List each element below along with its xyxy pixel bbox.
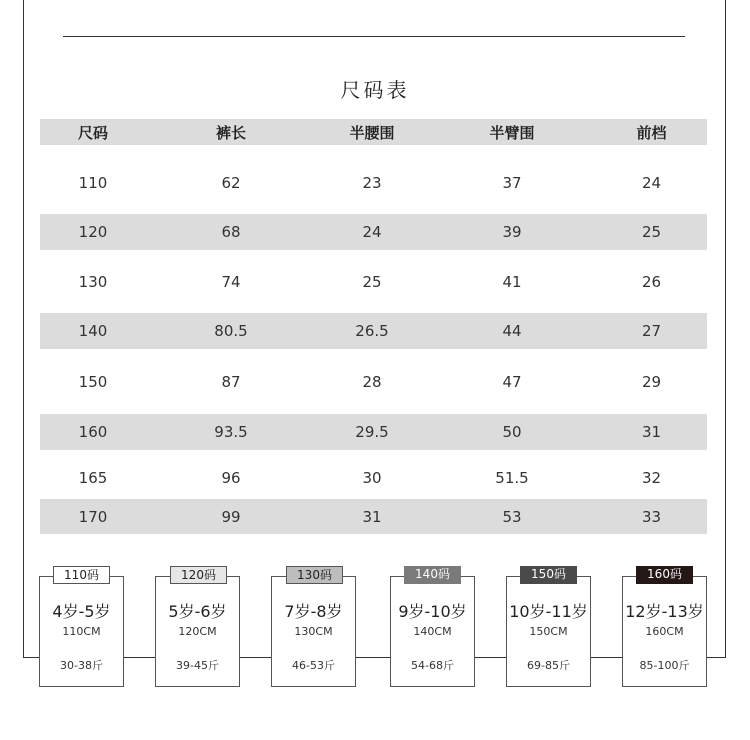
table-row bbox=[40, 163, 707, 203]
size-card bbox=[390, 576, 475, 687]
card-age-range: 7岁-8岁 bbox=[284, 602, 343, 621]
header-half-arm: 半臂围 bbox=[489, 123, 535, 142]
header-size: 尺码 bbox=[77, 123, 108, 142]
cell-half-waist: 31 bbox=[362, 507, 382, 526]
cell-half-waist: 26.5 bbox=[355, 322, 389, 340]
card-weight: 30-38斤 bbox=[60, 659, 103, 672]
cell-size: 140 bbox=[78, 322, 108, 340]
card-weight: 85-100斤 bbox=[639, 659, 690, 672]
size-card bbox=[622, 576, 707, 687]
cell-half-arm: 39 bbox=[502, 223, 522, 241]
size-card bbox=[39, 576, 124, 687]
card-weight: 54-68斤 bbox=[411, 659, 454, 672]
card-weight: 69-85斤 bbox=[527, 659, 570, 672]
card-size-tag: 150码 bbox=[520, 566, 577, 584]
table-row bbox=[40, 214, 707, 250]
cell-half-arm: 50 bbox=[502, 423, 522, 441]
card-age-range: 5岁-6岁 bbox=[168, 602, 227, 621]
size-card bbox=[155, 576, 240, 687]
card-size-tag: 140码 bbox=[404, 566, 461, 584]
cell-half-arm: 44 bbox=[502, 322, 522, 340]
card-weight: 46-53斤 bbox=[292, 659, 335, 672]
cell-half-arm: 53 bbox=[502, 507, 522, 526]
card-height-cm: 110CM bbox=[62, 625, 101, 638]
table-row bbox=[40, 313, 707, 349]
card-weight: 39-45斤 bbox=[176, 659, 219, 672]
cell-pants-length: 80.5 bbox=[214, 322, 248, 340]
cell-front-rise: 26 bbox=[641, 273, 662, 291]
cell-half-waist: 29.5 bbox=[355, 423, 389, 441]
card-age-range: 4岁-5岁 bbox=[52, 602, 111, 621]
cell-half-arm: 51.5 bbox=[495, 469, 529, 487]
card-age-range: 9岁-10岁 bbox=[398, 602, 467, 621]
table-header-row bbox=[40, 119, 707, 145]
card-age-range: 12岁-13岁 bbox=[625, 602, 704, 621]
cell-half-arm: 47 bbox=[502, 373, 522, 391]
card-height-cm: 160CM bbox=[645, 625, 684, 638]
card-height-cm: 140CM bbox=[413, 625, 452, 638]
cell-front-rise: 25 bbox=[641, 223, 662, 241]
card-height-cm: 120CM bbox=[178, 625, 217, 638]
frame-bottom-border bbox=[23, 657, 726, 658]
card-height-cm: 130CM bbox=[294, 625, 333, 638]
page-title: 尺码表 bbox=[340, 78, 410, 102]
cell-front-rise: 32 bbox=[641, 469, 662, 487]
card-size-tag: 110码 bbox=[53, 566, 110, 584]
cell-front-rise: 33 bbox=[641, 507, 662, 526]
cell-half-waist: 25 bbox=[362, 273, 382, 291]
cell-pants-length: 87 bbox=[221, 373, 241, 391]
cell-pants-length: 74 bbox=[221, 273, 241, 291]
table-row bbox=[40, 262, 707, 302]
card-size-tag: 130码 bbox=[286, 566, 343, 584]
cell-half-arm: 41 bbox=[502, 273, 522, 291]
card-height-cm: 150CM bbox=[529, 625, 568, 638]
cell-size: 160 bbox=[78, 423, 108, 441]
cell-pants-length: 93.5 bbox=[214, 423, 248, 441]
cell-size: 130 bbox=[78, 273, 108, 291]
top-divider bbox=[63, 36, 685, 37]
cell-size: 120 bbox=[78, 223, 108, 241]
card-age-range: 10岁-11岁 bbox=[509, 602, 588, 621]
cell-size: 150 bbox=[78, 373, 108, 391]
table-row bbox=[40, 499, 707, 534]
cell-pants-length: 96 bbox=[221, 469, 241, 487]
cell-pants-length: 62 bbox=[221, 174, 241, 192]
cell-front-rise: 27 bbox=[641, 322, 662, 340]
size-card bbox=[506, 576, 591, 687]
cell-size: 165 bbox=[78, 469, 108, 487]
card-size-tag: 120码 bbox=[170, 566, 227, 584]
size-card bbox=[271, 576, 356, 687]
cell-half-waist: 24 bbox=[362, 223, 382, 241]
header-half-waist: 半腰围 bbox=[349, 123, 395, 142]
cell-pants-length: 99 bbox=[221, 507, 241, 526]
card-size-tag: 160码 bbox=[636, 566, 693, 584]
cell-front-rise: 31 bbox=[641, 423, 662, 441]
cell-half-waist: 30 bbox=[362, 469, 382, 487]
cell-front-rise: 29 bbox=[641, 373, 662, 391]
cell-size: 170 bbox=[78, 507, 108, 526]
cell-pants-length: 68 bbox=[221, 223, 241, 241]
table-row bbox=[40, 362, 707, 402]
table-row bbox=[40, 458, 707, 498]
header-pants-length: 裤长 bbox=[215, 123, 246, 142]
cell-half-waist: 23 bbox=[362, 174, 382, 192]
table-row bbox=[40, 414, 707, 450]
cell-half-waist: 28 bbox=[362, 373, 382, 391]
cell-size: 110 bbox=[78, 174, 108, 192]
cell-front-rise: 24 bbox=[641, 174, 662, 192]
header-front-rise: 前档 bbox=[636, 123, 667, 142]
cell-half-arm: 37 bbox=[502, 174, 522, 192]
